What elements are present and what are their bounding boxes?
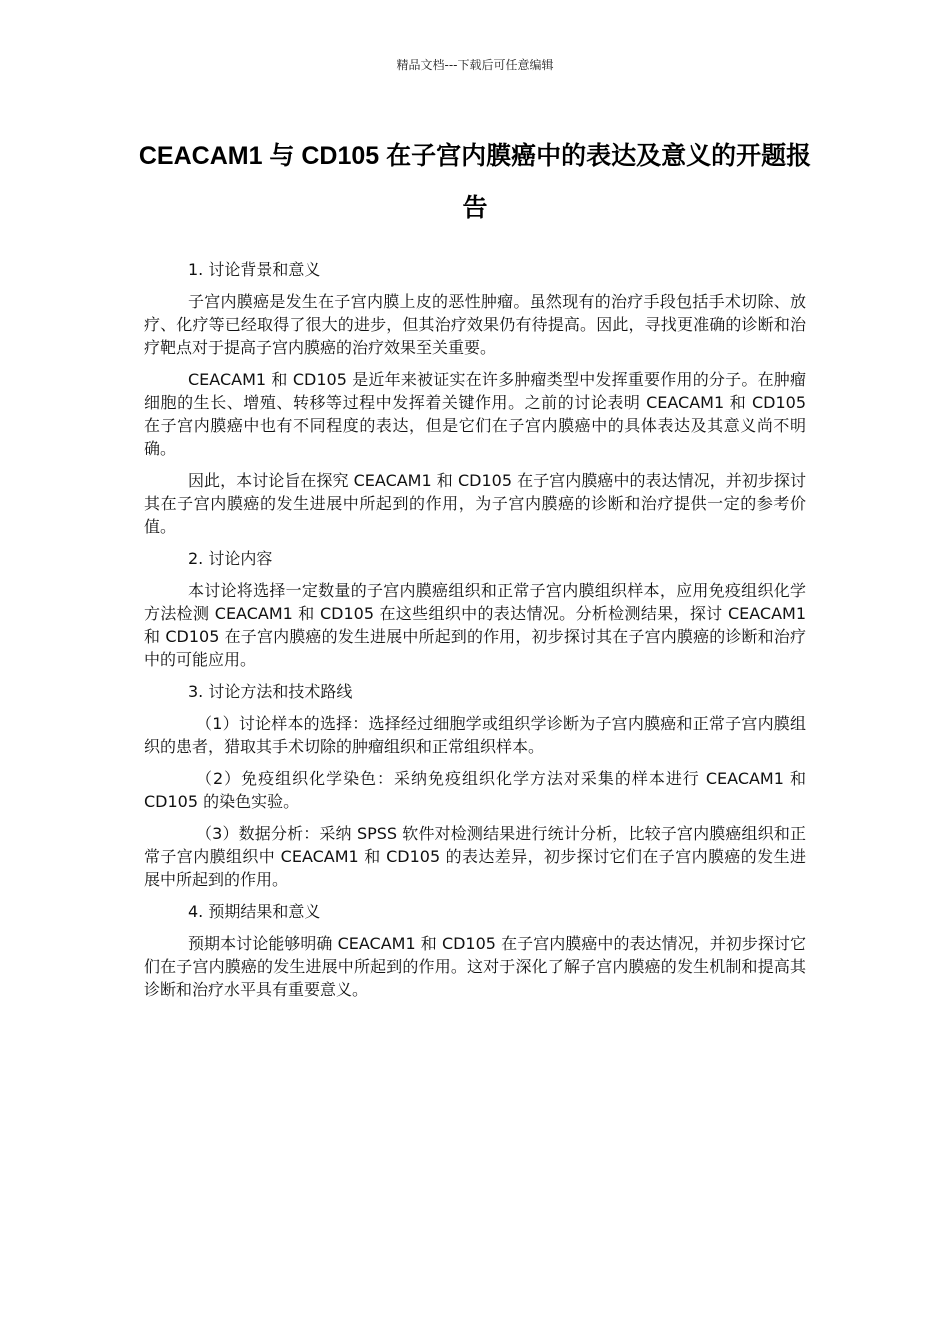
paragraph-background-1: 子宫内膜癌是发生在子宫内膜上皮的恶性肿瘤。虽然现有的治疗手段包括手术切除、放疗、化疗等已经取得了很大的进步，但其治疗效果仍有待提高。因此，寻找更准确的诊断和治疗靶点对于提高子宫内膜癌的治疗效果至关重要。 [144,292,806,357]
paragraph-expected-results: 预期本讨论能够明确 CEACAM1 和 CD105 在子宫内膜癌中的表达情况，并初步探讨它们在子宫内膜癌的发生进展中所起到的作用。这对于深化了解子宫内膜癌的发生机制和提高其诊断和治疗水平具有重要意义。 [144,934,806,999]
document-title: CEACAM1 与 CD105 在子宫内膜癌中的表达及意义的开题报告 [138,142,812,222]
method-item-sample-selection: （1）讨论样本的选择：选择经过细胞学或组织学诊断为子宫内膜癌和正常子宫内膜组织的患者，猎取其手术切除的肿瘤组织和正常组织样本。 [144,714,806,756]
section-heading-background: 1. 讨论背景和意义 [188,260,321,279]
section-heading-expected-results: 4. 预期结果和意义 [188,902,321,921]
paragraph-background-3: 因此，本讨论旨在探究 CEACAM1 和 CD105 在子宫内膜癌中的表达情况，并初步探讨其在子宫内膜癌的发生进展中所起到的作用，为子宫内膜癌的诊断和治疗提供一定的参考价值。 [144,471,806,536]
document-body [144,258,806,1010]
paragraph-content: 本讨论将选择一定数量的子宫内膜癌组织和正常子宫内膜组织样本，应用免疫组织化学方法检测 CEACAM1 和 CD105 在这些组织中的表达情况。分析检测结果，探讨 CEACAM1 和 CD105 在子宫内膜癌的发生进展中所起到的作用，初步探讨其在子宫内膜癌的诊断和治疗中的可能应用。 [144,581,806,669]
paragraph-background-2: CEACAM1 和 CD105 是近年来被证实在许多肿瘤类型中发挥重要作用的分子。在肿瘤细胞的生长、增殖、转移等过程中发挥着关键作用。之前的讨论表明 CEACAM1 和 CD105 在子宫内膜癌中也有不同程度的表达，但是它们在子宫内膜癌中的具体表达及其意义尚不明确。 [144,370,806,458]
method-item-analysis: （3）数据分析：采纳 SPSS 软件对检测结果进行统计分析，比较子宫内膜癌组织和正常子宫内膜组织中 CEACAM1 和 CD105 的表达差异，初步探讨它们在子宫内膜癌的发生进展中所起到的作用。 [144,824,806,889]
section-heading-methods: 3. 讨论方法和技术路线 [188,682,353,701]
method-item-staining: （2）免疫组织化学染色：采纳免疫组织化学方法对采集的样本进行 CEACAM1 和 CD105 的染色实验。 [144,769,806,811]
section-heading-content: 2. 讨论内容 [188,549,273,568]
page-header: 精品文档---下载后可任意编辑 [396,58,554,72]
